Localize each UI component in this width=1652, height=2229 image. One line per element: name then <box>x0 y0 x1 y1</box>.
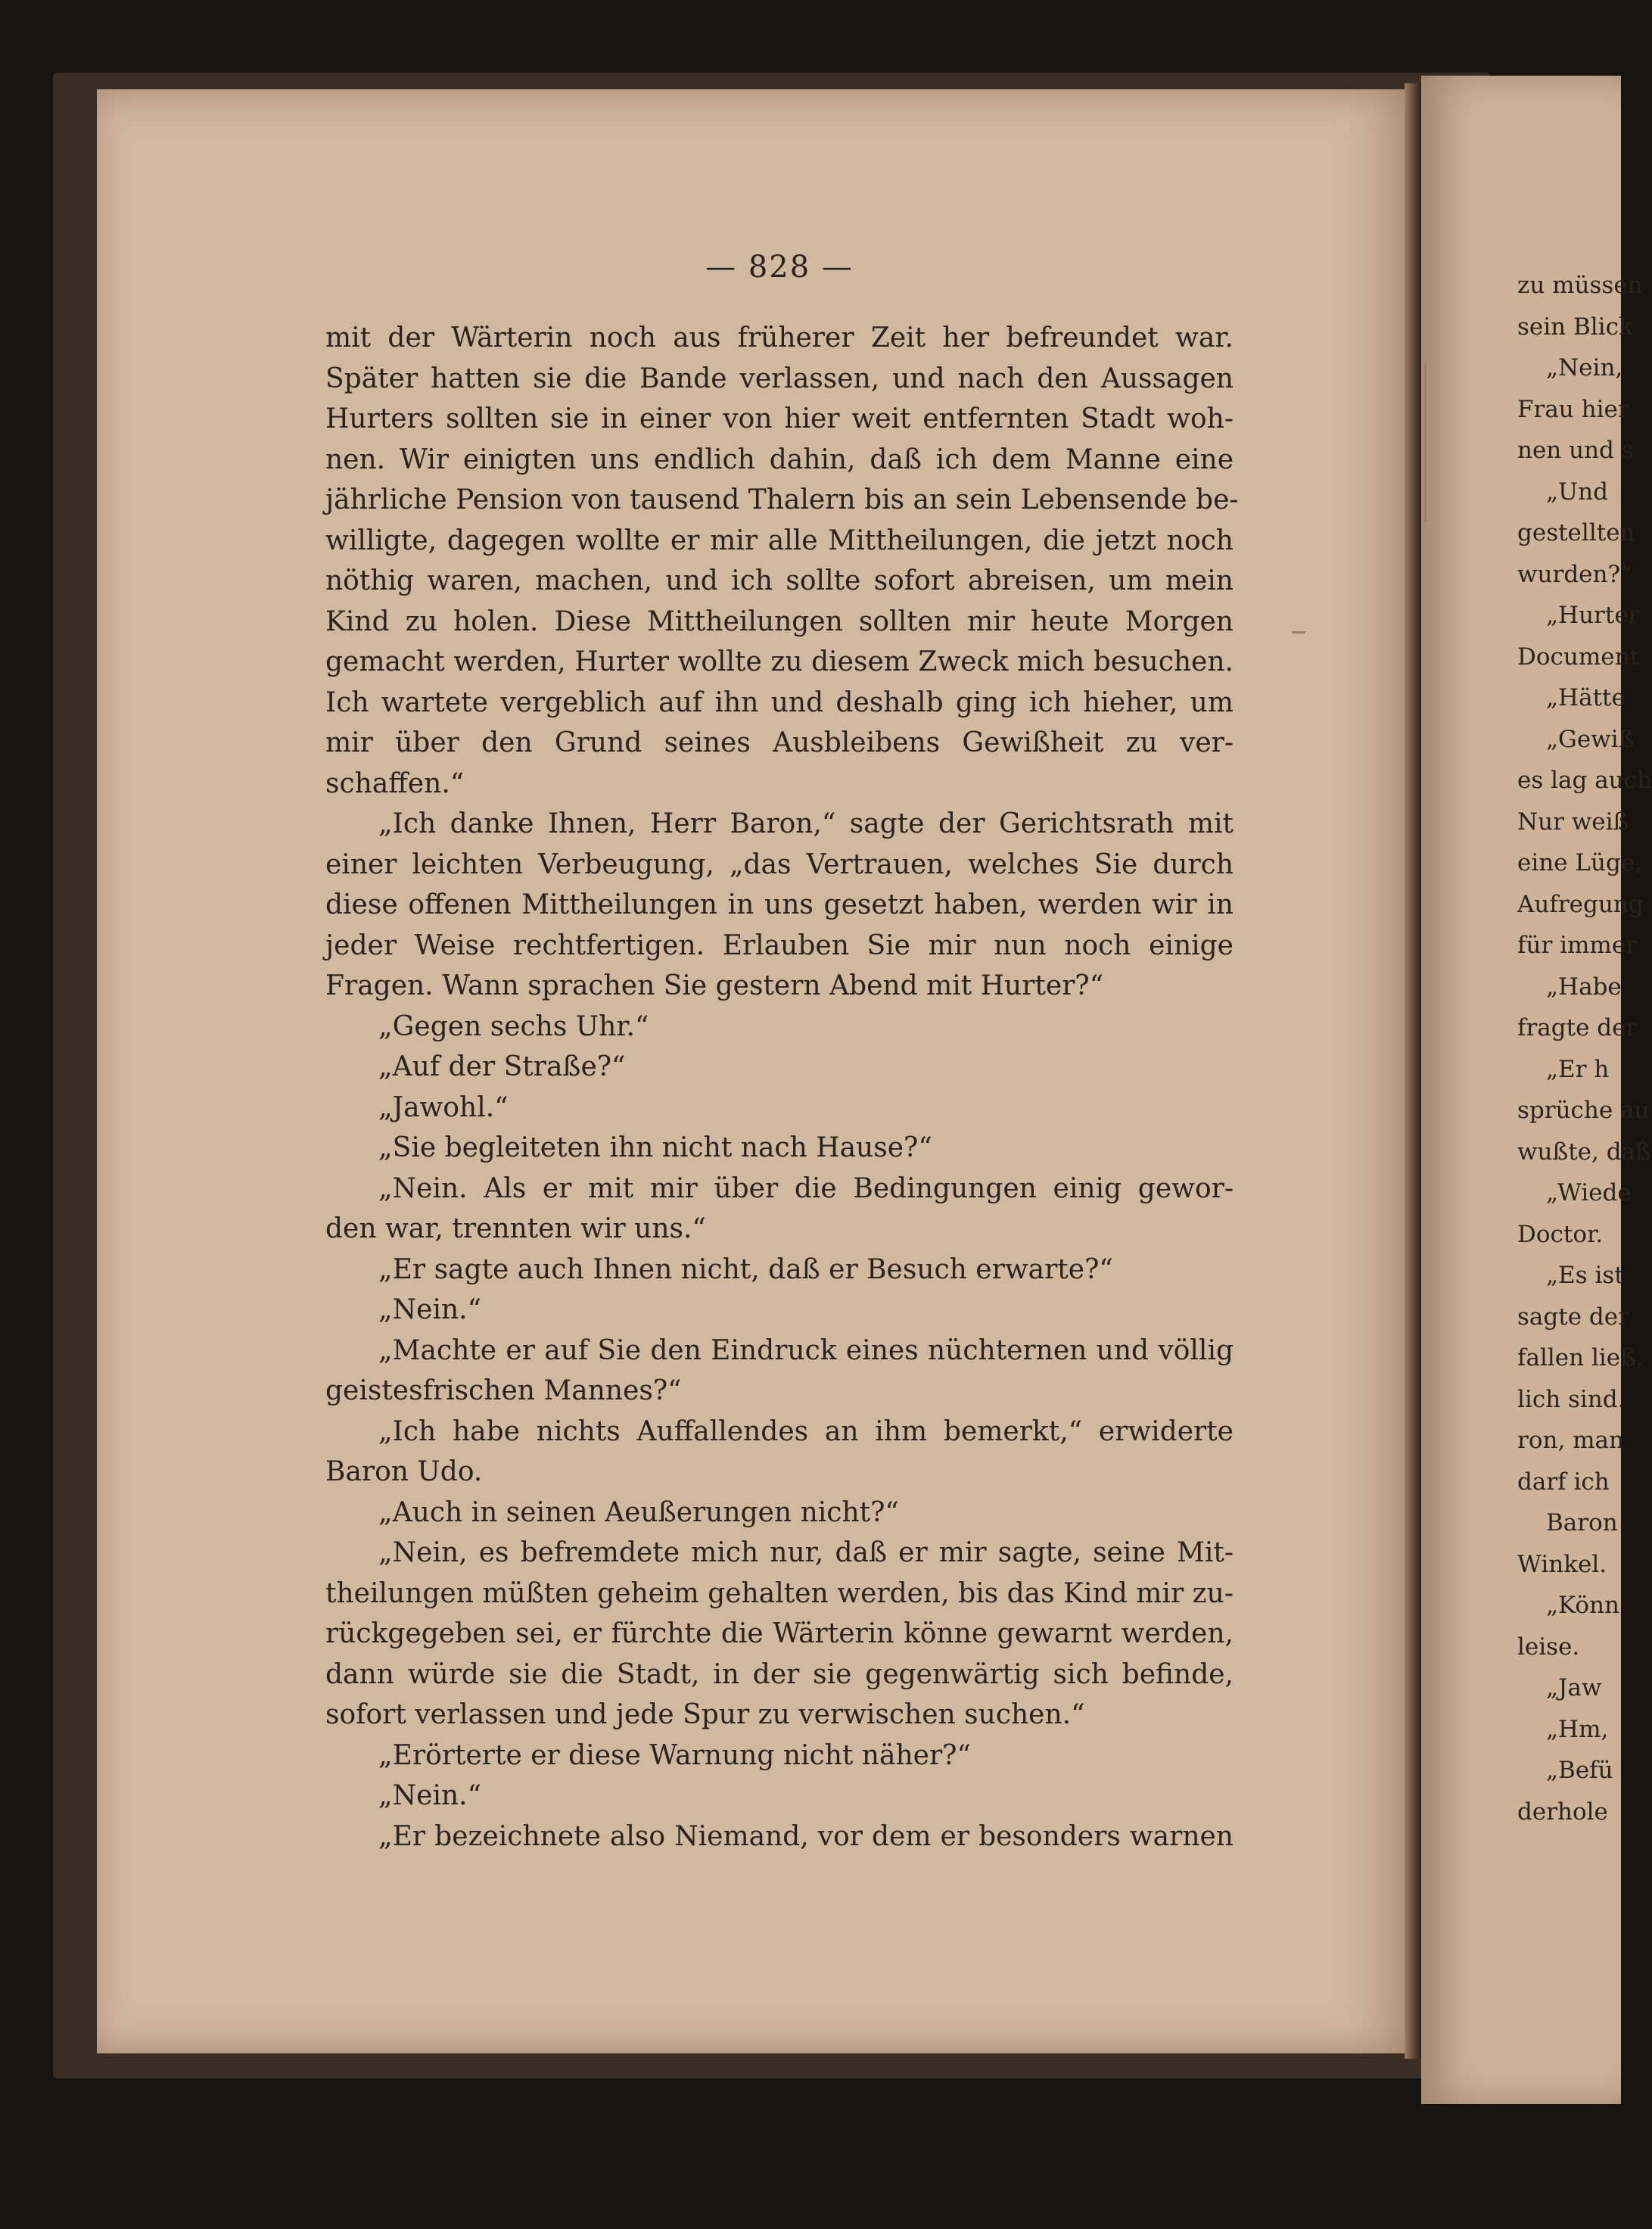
right-text-line: Baron <box>1546 1509 1618 1536</box>
right-text-line: Doctor. <box>1517 1220 1604 1248</box>
text-line: „Er bezeichnete also Niemand, vor dem er besonders warnen <box>378 1820 1234 1852</box>
right-text-line: derhole <box>1517 1798 1608 1826</box>
text-line: Ich wartete vergeblich auf ihn und deshalb ging ich hieher, um <box>325 686 1234 718</box>
right-text-line: „Gewiß <box>1546 725 1635 753</box>
right-text-line: „Hätte <box>1546 684 1626 711</box>
text-line: „Nein. Als er mit mir über die Bedingungen einig gewor- <box>378 1172 1234 1204</box>
right-page-text-fragment <box>1517 265 1652 1832</box>
text-line: willigte, dagegen wollte er mir alle Mittheilungen, die jetzt noch <box>325 525 1234 556</box>
right-text-line: „Könn <box>1546 1592 1619 1619</box>
right-text-line: wußte, daß <box>1517 1138 1651 1166</box>
book-gutter <box>1405 83 1421 2059</box>
right-text-line: gestellten <box>1517 519 1635 546</box>
right-text-line: fallen ließ, <box>1517 1344 1644 1371</box>
text-line: „Auf der Straße?“ <box>378 1051 626 1082</box>
text-line: „Auch in seinen Aeußerungen nicht?“ <box>378 1496 899 1528</box>
right-text-line: „Er h <box>1546 1055 1610 1083</box>
right-text-line: leise. <box>1517 1633 1580 1661</box>
text-line: diese offenen Mittheilungen in uns gesetzt haben, werden wir in <box>325 889 1234 920</box>
right-text-line: nen und s <box>1517 437 1634 464</box>
text-line: nen. Wir einigten uns endlich dahin, daß ich dem Manne eine <box>325 444 1234 475</box>
right-text-line: „Hm, <box>1546 1715 1609 1743</box>
text-line: „Sie begleiteten ihn nicht nach Hause?“ <box>378 1132 932 1163</box>
right-text-line: „Und <box>1546 478 1608 506</box>
text-line: „Er sagte auch Ihnen nicht, daß er Besuch erwarte?“ <box>378 1253 1113 1285</box>
right-text-line: für immer <box>1517 932 1637 959</box>
text-line: „Gegen sechs Uhr.“ <box>378 1010 649 1042</box>
text-line: geistesfrischen Mannes?“ <box>325 1375 682 1406</box>
right-text-line: „Es ist <box>1546 1262 1624 1289</box>
right-text-line: eine Lüge, <box>1517 849 1643 876</box>
text-line: nöthig waren, machen, und ich sollte sofort abreisen, um mein <box>325 565 1234 596</box>
text-line: „Nein, es befremdete mich nur, daß er mir sagte, seine Mit- <box>378 1537 1234 1568</box>
text-line: „Nein.“ <box>378 1294 482 1325</box>
right-text-line: „Befü <box>1546 1757 1613 1784</box>
right-text-line: „Nein, <box>1546 354 1623 381</box>
text-line: rückgegeben sei, er fürchte die Wärterin könne gewarnt werden, <box>325 1618 1234 1649</box>
right-text-line: Nur weiß <box>1517 808 1629 836</box>
right-page-edge-mark <box>1424 363 1426 522</box>
right-text-line: „Hurter <box>1546 602 1640 629</box>
right-text-line: „Jaw <box>1546 1674 1602 1701</box>
text-line: Baron Udo. <box>325 1456 483 1487</box>
text-line: Kind zu holen. Diese Mittheilungen sollten mir heute Morgen <box>325 606 1234 637</box>
right-text-line: zu müssen <box>1517 272 1643 299</box>
text-line: „Ich habe nichts Auffallendes an ihm bemerkt,“ erwiderte <box>378 1415 1234 1447</box>
right-text-line: fragte der <box>1517 1014 1638 1041</box>
right-text-line: wurden?“ <box>1517 560 1632 588</box>
right-text-line: sprüche au <box>1517 1097 1650 1124</box>
right-text-line: darf ich <box>1517 1468 1610 1496</box>
right-text-line: Winkel. <box>1517 1550 1607 1578</box>
text-line: „Erörterte er diese Warnung nicht näher?“ <box>378 1739 971 1771</box>
text-line: sofort verlassen und jede Spur zu verwischen suchen.“ <box>325 1699 1085 1730</box>
text-line: „Nein.“ <box>378 1780 482 1811</box>
right-text-line: Aufregung <box>1517 890 1644 918</box>
text-line: Fragen. Wann sprachen Sie gestern Abend mit Hurter?“ <box>325 970 1104 1001</box>
text-line: Hurters sollten sie in einer von hier weit entfernten Stadt woh- <box>325 403 1234 434</box>
right-text-line: „Wiede <box>1546 1179 1632 1206</box>
text-line: gemacht werden, Hurter wollte zu diesem Zweck mich besuchen. <box>325 646 1234 677</box>
right-text-line: lich sind. <box>1517 1385 1626 1413</box>
text-line: „Ich danke Ihnen, Herr Baron,“ sagte der Gerichtsrath mit <box>378 808 1234 839</box>
left-page-text <box>325 318 1239 1857</box>
text-line: theilungen müßten geheim gehalten werden, bis das Kind mir zu- <box>325 1577 1234 1609</box>
text-line: Später hatten sie die Bande verlassen, und nach den Aussagen <box>325 363 1234 394</box>
right-text-line: Document <box>1517 643 1640 671</box>
right-text-line: sein Blick <box>1517 313 1633 341</box>
text-line: mit der Wärterin noch aus früherer Zeit her befreundet war. <box>325 322 1234 353</box>
text-line: einer leichten Verbeugung, „das Vertrauen, welches Sie durch <box>325 848 1234 880</box>
text-line: den war, trennten wir uns.“ <box>325 1213 706 1244</box>
right-text-line: „Habe <box>1546 973 1622 1001</box>
text-line: dann würde sie die Stadt, in der sie gegenwärtig sich befinde, <box>325 1658 1234 1690</box>
page-number: — 828 — <box>705 250 854 285</box>
text-line: „Machte er auf Sie den Eindruck eines nüchternen und völlig <box>378 1334 1234 1366</box>
right-text-line: Frau hier <box>1517 395 1629 423</box>
text-line: mir über den Grund seines Ausbleibens Gewißheit zu ver- <box>325 727 1234 758</box>
right-text-line: sagte der <box>1517 1303 1629 1331</box>
right-text-line: ron, man <box>1517 1427 1624 1454</box>
text-line: „Jawohl.“ <box>378 1091 509 1123</box>
margin-mark <box>1292 631 1305 634</box>
right-text-line: es lag auch <box>1517 767 1652 794</box>
text-line: schaffen.“ <box>325 767 465 799</box>
text-line: jeder Weise rechtfertigen. Erlauben Sie mir nun noch einige <box>325 929 1234 961</box>
text-line: jährliche Pension von tausend Thalern bis an sein Lebensende be- <box>325 484 1239 515</box>
